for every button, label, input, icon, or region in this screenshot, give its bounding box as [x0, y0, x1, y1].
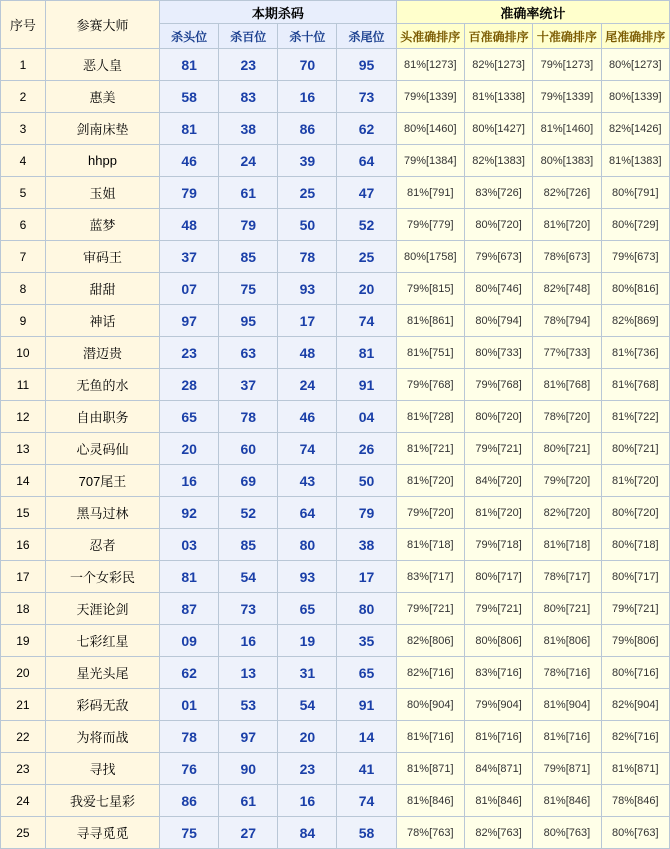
kill-tens: 17: [278, 305, 337, 337]
stat-tail: 80%[718]: [601, 529, 669, 561]
stat-tens: 80%[721]: [533, 593, 601, 625]
stat-tens: 81%[718]: [533, 529, 601, 561]
kill-head: 92: [160, 497, 219, 529]
kill-hundreds: 23: [219, 49, 278, 81]
stat-hundreds: 79%[673]: [464, 241, 532, 273]
kill-tens: 31: [278, 657, 337, 689]
kill-hundreds: 60: [219, 433, 278, 465]
stat-tail: 82%[869]: [601, 305, 669, 337]
kill-hundreds: 61: [219, 785, 278, 817]
stat-hundreds: 81%[846]: [464, 785, 532, 817]
kill-tail: 26: [337, 433, 396, 465]
kill-tail: 65: [337, 657, 396, 689]
stat-tens: 82%[720]: [533, 497, 601, 529]
master-name[interactable]: 剑南床垫: [45, 113, 159, 145]
master-name[interactable]: 玉姐: [45, 177, 159, 209]
row-index: 3: [1, 113, 46, 145]
kill-tail: 81: [337, 337, 396, 369]
stat-tens: 81%[904]: [533, 689, 601, 721]
row-index: 7: [1, 241, 46, 273]
table-row[interactable]: [1, 465, 670, 497]
stat-tail: 81%[1383]: [601, 145, 669, 177]
stat-hundreds: 81%[720]: [464, 497, 532, 529]
stat-head: 79%[779]: [396, 209, 464, 241]
table-row[interactable]: [1, 209, 670, 241]
stat-hundreds: 80%[720]: [464, 209, 532, 241]
stat-head: 81%[716]: [396, 721, 464, 753]
stat-head: 79%[815]: [396, 273, 464, 305]
master-name[interactable]: 星光头尾: [45, 657, 159, 689]
stat-head: 78%[763]: [396, 817, 464, 849]
master-name[interactable]: 707尾王: [45, 465, 159, 497]
master-name[interactable]: 潜迈贵: [45, 337, 159, 369]
kill-tail: 79: [337, 497, 396, 529]
table-body: [1, 49, 670, 849]
master-name[interactable]: hhpp: [45, 145, 159, 177]
kill-hundreds: 97: [219, 721, 278, 753]
table-row[interactable]: [1, 753, 670, 785]
stat-tail: 80%[763]: [601, 817, 669, 849]
kill-tens: 65: [278, 593, 337, 625]
stat-tens: 78%[717]: [533, 561, 601, 593]
kill-tail: 04: [337, 401, 396, 433]
master-name[interactable]: 天涯论剑: [45, 593, 159, 625]
table-row[interactable]: [1, 593, 670, 625]
header-group-stats: 准确率统计: [396, 1, 669, 24]
row-index: 5: [1, 177, 46, 209]
kill-head: 81: [160, 561, 219, 593]
master-name[interactable]: 蓝梦: [45, 209, 159, 241]
table-row[interactable]: [1, 369, 670, 401]
stat-hundreds: 82%[1273]: [464, 49, 532, 81]
row-index: 21: [1, 689, 46, 721]
kill-hundreds: 52: [219, 497, 278, 529]
row-index: 4: [1, 145, 46, 177]
stat-tens: 78%[716]: [533, 657, 601, 689]
stat-hundreds: 80%[733]: [464, 337, 532, 369]
kill-head: 97: [160, 305, 219, 337]
kill-tail: 38: [337, 529, 396, 561]
kill-tens: 93: [278, 273, 337, 305]
kill-tens: 43: [278, 465, 337, 497]
master-name[interactable]: 神话: [45, 305, 159, 337]
kill-tens: 86: [278, 113, 337, 145]
stat-hundreds: 81%[716]: [464, 721, 532, 753]
table-row[interactable]: [1, 689, 670, 721]
stat-hundreds: 82%[1383]: [464, 145, 532, 177]
stat-tens: 80%[1383]: [533, 145, 601, 177]
header-stat-tens: 十准确排序: [533, 24, 601, 49]
kill-hundreds: 85: [219, 529, 278, 561]
stat-tail: 81%[720]: [601, 465, 669, 497]
table-row[interactable]: [1, 241, 670, 273]
master-name[interactable]: 恶人皇: [45, 49, 159, 81]
kill-head: 16: [160, 465, 219, 497]
kill-tail: 64: [337, 145, 396, 177]
row-index: 11: [1, 369, 46, 401]
kill-head: 75: [160, 817, 219, 849]
master-name[interactable]: 一个女彩民: [45, 561, 159, 593]
stat-tail: 80%[716]: [601, 657, 669, 689]
kill-hundreds: 38: [219, 113, 278, 145]
stat-tens: 81%[716]: [533, 721, 601, 753]
stat-tail: 79%[721]: [601, 593, 669, 625]
table-row[interactable]: [1, 49, 670, 81]
stat-tens: 78%[794]: [533, 305, 601, 337]
stat-tail: 80%[791]: [601, 177, 669, 209]
row-index: 23: [1, 753, 46, 785]
stat-tail: 81%[736]: [601, 337, 669, 369]
kill-tens: 19: [278, 625, 337, 657]
stat-head: 81%[720]: [396, 465, 464, 497]
header-stat-hundreds: 百准确排序: [464, 24, 532, 49]
stat-hundreds: 83%[716]: [464, 657, 532, 689]
stat-tail: 80%[717]: [601, 561, 669, 593]
kill-tail: 91: [337, 369, 396, 401]
master-name[interactable]: 寻找: [45, 753, 159, 785]
stat-head: 81%[751]: [396, 337, 464, 369]
kill-hundreds: 54: [219, 561, 278, 593]
kill-tail: 35: [337, 625, 396, 657]
stat-hundreds: 84%[720]: [464, 465, 532, 497]
kill-tail: 95: [337, 49, 396, 81]
master-name[interactable]: 黑马过林: [45, 497, 159, 529]
stat-hundreds: 79%[721]: [464, 433, 532, 465]
row-index: 25: [1, 817, 46, 849]
stat-head: 82%[716]: [396, 657, 464, 689]
kill-hundreds: 61: [219, 177, 278, 209]
kill-tens: 50: [278, 209, 337, 241]
kill-head: 81: [160, 49, 219, 81]
stat-tail: 79%[673]: [601, 241, 669, 273]
table-row[interactable]: [1, 529, 670, 561]
table-row[interactable]: [1, 561, 670, 593]
stat-tail: 78%[846]: [601, 785, 669, 817]
stat-tail: 79%[806]: [601, 625, 669, 657]
row-index: 6: [1, 209, 46, 241]
row-index: 17: [1, 561, 46, 593]
kill-tail: 52: [337, 209, 396, 241]
stat-head: 79%[721]: [396, 593, 464, 625]
kill-head: 76: [160, 753, 219, 785]
table-row[interactable]: [1, 273, 670, 305]
stat-hundreds: 79%[768]: [464, 369, 532, 401]
row-index: 18: [1, 593, 46, 625]
kill-tail: 73: [337, 81, 396, 113]
stat-tens: 78%[720]: [533, 401, 601, 433]
stat-tail: 80%[729]: [601, 209, 669, 241]
kill-tail: 14: [337, 721, 396, 753]
master-name[interactable]: 惠美: [45, 81, 159, 113]
kill-head: 46: [160, 145, 219, 177]
row-index: 10: [1, 337, 46, 369]
kill-hundreds: 53: [219, 689, 278, 721]
kill-head: 62: [160, 657, 219, 689]
stat-tail: 81%[768]: [601, 369, 669, 401]
table-header: [1, 1, 670, 49]
header-kill-head: 杀头位: [160, 24, 219, 49]
kill-tail: 47: [337, 177, 396, 209]
table-row[interactable]: [1, 721, 670, 753]
stat-head: 81%[718]: [396, 529, 464, 561]
stat-tail: 82%[716]: [601, 721, 669, 753]
stat-tens: 79%[1273]: [533, 49, 601, 81]
table-row[interactable]: [1, 177, 670, 209]
row-index: 14: [1, 465, 46, 497]
stat-tens: 81%[720]: [533, 209, 601, 241]
master-name[interactable]: 彩码无敌: [45, 689, 159, 721]
stat-tens: 79%[871]: [533, 753, 601, 785]
kill-tail: 25: [337, 241, 396, 273]
kill-hundreds: 24: [219, 145, 278, 177]
master-name[interactable]: 甜甜: [45, 273, 159, 305]
kill-head: 78: [160, 721, 219, 753]
kill-head: 87: [160, 593, 219, 625]
kill-hundreds: 73: [219, 593, 278, 625]
stat-hundreds: 80%[806]: [464, 625, 532, 657]
kill-head: 81: [160, 113, 219, 145]
stat-tens: 81%[806]: [533, 625, 601, 657]
stat-tens: 81%[846]: [533, 785, 601, 817]
row-index: 9: [1, 305, 46, 337]
stat-head: 79%[768]: [396, 369, 464, 401]
kill-tail: 62: [337, 113, 396, 145]
kill-tens: 78: [278, 241, 337, 273]
kill-tens: 84: [278, 817, 337, 849]
row-index: 20: [1, 657, 46, 689]
stat-tail: 80%[721]: [601, 433, 669, 465]
kill-head: 01: [160, 689, 219, 721]
kill-tens: 39: [278, 145, 337, 177]
table-row[interactable]: [1, 401, 670, 433]
stat-head: 81%[1273]: [396, 49, 464, 81]
row-index: 8: [1, 273, 46, 305]
master-name[interactable]: 我爱七星彩: [45, 785, 159, 817]
kill-hundreds: 83: [219, 81, 278, 113]
stat-head: 81%[861]: [396, 305, 464, 337]
stat-tens: 77%[733]: [533, 337, 601, 369]
stat-tens: 79%[1339]: [533, 81, 601, 113]
kill-tail: 74: [337, 305, 396, 337]
table-row[interactable]: [1, 305, 670, 337]
kill-tens: 16: [278, 81, 337, 113]
table-row[interactable]: [1, 81, 670, 113]
stat-head: 79%[1384]: [396, 145, 464, 177]
table-row[interactable]: [1, 337, 670, 369]
stat-tens: 81%[1460]: [533, 113, 601, 145]
kill-tens: 48: [278, 337, 337, 369]
kill-hundreds: 78: [219, 401, 278, 433]
kill-head: 86: [160, 785, 219, 817]
kill-head: 20: [160, 433, 219, 465]
kill-tens: 24: [278, 369, 337, 401]
table-row[interactable]: [1, 113, 670, 145]
stat-head: 81%[721]: [396, 433, 464, 465]
kill-tens: 16: [278, 785, 337, 817]
table-row[interactable]: [1, 497, 670, 529]
stat-head: 83%[717]: [396, 561, 464, 593]
stat-head: 79%[1339]: [396, 81, 464, 113]
table-row[interactable]: [1, 785, 670, 817]
header-master: 参赛大师: [45, 1, 159, 49]
stat-hundreds: 80%[794]: [464, 305, 532, 337]
stat-tail: 80%[720]: [601, 497, 669, 529]
kill-tail: 80: [337, 593, 396, 625]
stat-hundreds: 83%[726]: [464, 177, 532, 209]
kill-head: 48: [160, 209, 219, 241]
stat-head: 81%[791]: [396, 177, 464, 209]
stat-tail: 80%[816]: [601, 273, 669, 305]
table-row[interactable]: [1, 657, 670, 689]
stat-head: 81%[728]: [396, 401, 464, 433]
stat-tens: 78%[673]: [533, 241, 601, 273]
table-row[interactable]: [1, 433, 670, 465]
kill-hundreds: 90: [219, 753, 278, 785]
stat-tail: 80%[1273]: [601, 49, 669, 81]
row-index: 12: [1, 401, 46, 433]
row-index: 2: [1, 81, 46, 113]
stat-tens: 82%[726]: [533, 177, 601, 209]
table-row[interactable]: [1, 817, 670, 849]
kill-hundreds: 95: [219, 305, 278, 337]
stat-head: 81%[871]: [396, 753, 464, 785]
stat-hundreds: 84%[871]: [464, 753, 532, 785]
kill-tens: 93: [278, 561, 337, 593]
stat-head: 80%[1758]: [396, 241, 464, 273]
stat-hundreds: 79%[904]: [464, 689, 532, 721]
kill-hundreds: 75: [219, 273, 278, 305]
stat-tens: 81%[768]: [533, 369, 601, 401]
stat-tail: 81%[871]: [601, 753, 669, 785]
header-stat-head: 头准确排序: [396, 24, 464, 49]
header-kill-hundreds: 杀百位: [219, 24, 278, 49]
kill-tens: 25: [278, 177, 337, 209]
kill-tens: 23: [278, 753, 337, 785]
stat-hundreds: 80%[746]: [464, 273, 532, 305]
kill-tens: 80: [278, 529, 337, 561]
kill-head: 37: [160, 241, 219, 273]
master-name[interactable]: 七彩红星: [45, 625, 159, 657]
row-index: 13: [1, 433, 46, 465]
row-index: 19: [1, 625, 46, 657]
kill-tail: 17: [337, 561, 396, 593]
row-index: 24: [1, 785, 46, 817]
kill-tail: 91: [337, 689, 396, 721]
stat-hundreds: 80%[717]: [464, 561, 532, 593]
stat-tens: 82%[748]: [533, 273, 601, 305]
header-kill-tens: 杀十位: [278, 24, 337, 49]
master-name[interactable]: 寻寻觅觅: [45, 817, 159, 849]
table-row[interactable]: [1, 145, 670, 177]
kill-tail: 74: [337, 785, 396, 817]
kill-tens: 64: [278, 497, 337, 529]
kill-head: 07: [160, 273, 219, 305]
stat-tens: 80%[721]: [533, 433, 601, 465]
header-row-top: [1, 1, 670, 24]
stat-head: 80%[904]: [396, 689, 464, 721]
stat-tens: 79%[720]: [533, 465, 601, 497]
kill-tail: 41: [337, 753, 396, 785]
kill-hundreds: 27: [219, 817, 278, 849]
master-name[interactable]: 心灵码仙: [45, 433, 159, 465]
master-name[interactable]: 忍者: [45, 529, 159, 561]
kill-tail: 58: [337, 817, 396, 849]
kill-head: 28: [160, 369, 219, 401]
kill-tail: 50: [337, 465, 396, 497]
stat-hundreds: 79%[718]: [464, 529, 532, 561]
table-row[interactable]: [1, 625, 670, 657]
kill-head: 58: [160, 81, 219, 113]
kill-head: 03: [160, 529, 219, 561]
stat-tail: 80%[1339]: [601, 81, 669, 113]
stat-head: 80%[1460]: [396, 113, 464, 145]
stat-hundreds: 79%[721]: [464, 593, 532, 625]
header-index: 序号: [1, 1, 46, 49]
kill-head: 23: [160, 337, 219, 369]
stat-head: 81%[846]: [396, 785, 464, 817]
kill-tail: 20: [337, 273, 396, 305]
row-index: 15: [1, 497, 46, 529]
stat-hundreds: 80%[720]: [464, 401, 532, 433]
kill-hundreds: 63: [219, 337, 278, 369]
kill-tens: 20: [278, 721, 337, 753]
header-group-codes: 本期杀码: [160, 1, 397, 24]
stat-tail: 81%[722]: [601, 401, 669, 433]
kill-hundreds: 37: [219, 369, 278, 401]
stat-tail: 82%[1426]: [601, 113, 669, 145]
kill-hundreds: 79: [219, 209, 278, 241]
stat-tens: 80%[763]: [533, 817, 601, 849]
master-name[interactable]: 审码王: [45, 241, 159, 273]
kill-hundreds: 85: [219, 241, 278, 273]
stat-head: 79%[720]: [396, 497, 464, 529]
master-name[interactable]: 无鱼的水: [45, 369, 159, 401]
kill-head: 79: [160, 177, 219, 209]
kill-hundreds: 69: [219, 465, 278, 497]
stat-tail: 82%[904]: [601, 689, 669, 721]
kill-head: 65: [160, 401, 219, 433]
master-name[interactable]: 自由职务: [45, 401, 159, 433]
master-name[interactable]: 为将而战: [45, 721, 159, 753]
kill-tens: 74: [278, 433, 337, 465]
kill-hundreds: 16: [219, 625, 278, 657]
stat-hundreds: 81%[1338]: [464, 81, 532, 113]
row-index: 22: [1, 721, 46, 753]
stat-head: 82%[806]: [396, 625, 464, 657]
row-index: 16: [1, 529, 46, 561]
stat-hundreds: 80%[1427]: [464, 113, 532, 145]
header-kill-tail: 杀尾位: [337, 24, 396, 49]
kill-head: 09: [160, 625, 219, 657]
kill-hundreds: 13: [219, 657, 278, 689]
kill-tens: 54: [278, 689, 337, 721]
kill-tens: 70: [278, 49, 337, 81]
row-index: 1: [1, 49, 46, 81]
stat-hundreds: 82%[763]: [464, 817, 532, 849]
header-stat-tail: 尾准确排序: [601, 24, 669, 49]
kill-tens: 46: [278, 401, 337, 433]
